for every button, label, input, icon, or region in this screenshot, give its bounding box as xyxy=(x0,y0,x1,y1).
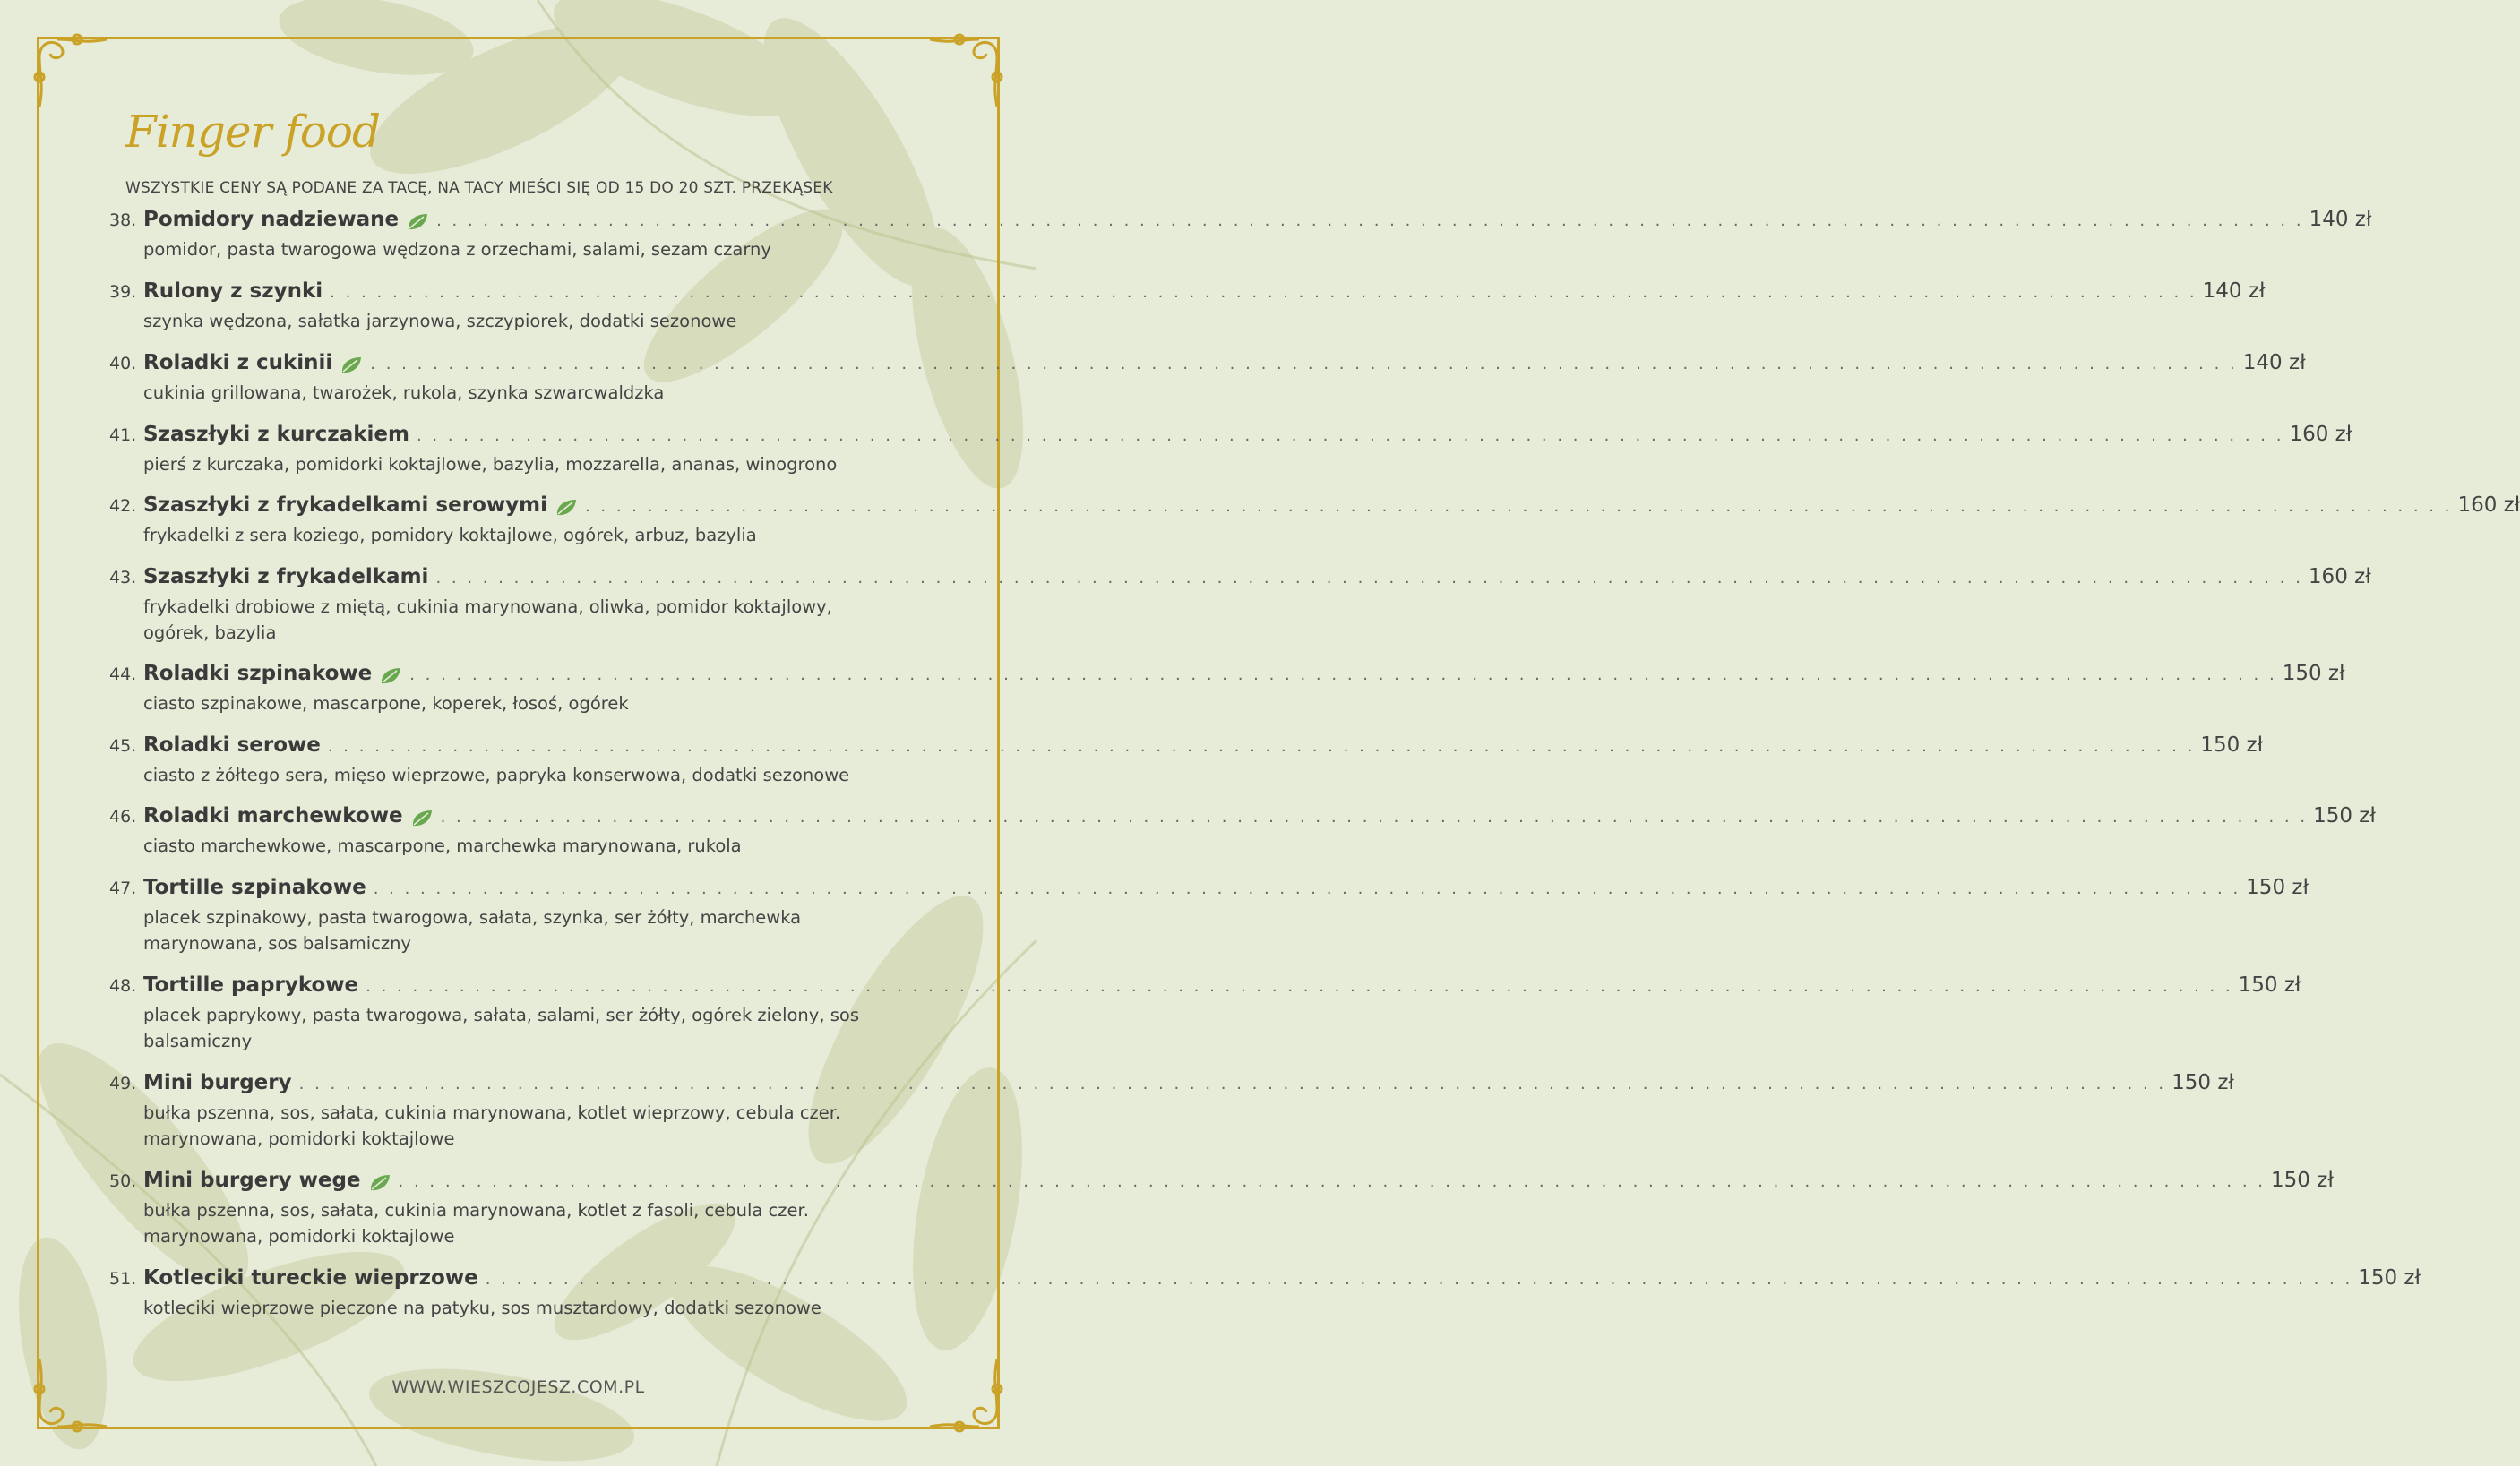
item-number: 49. xyxy=(109,1074,137,1093)
dot-leader: . . . . . . . . . . . . . . . . . . . . . . . . . . . . . . . . . . . . . . . . . . . . . . . . . . . . . . . . . . . . . . . . . . . . . . . . . . . . . . . . . . . . . . . . . . . . . . . . . . . . . . . . . . . . . . . . . . . . . . . . xyxy=(416,426,2284,445)
item-price: 140 zł xyxy=(2202,279,2266,303)
item-price: 160 zł xyxy=(2289,423,2352,446)
item-price: 160 zł xyxy=(2457,493,2520,517)
menu-item-header xyxy=(109,208,2372,236)
menu-item xyxy=(109,1266,2421,1321)
leaf-icon xyxy=(379,666,402,686)
item-price: 140 zł xyxy=(2309,208,2372,231)
page-title: Finger food xyxy=(125,106,380,158)
item-name: Mini burgery wege xyxy=(143,1169,361,1192)
item-name: Tortille paprykowe xyxy=(143,973,359,997)
dot-leader: . . . . . . . . . . . . . . . . . . . . . . . . . . . . . . . . . . . . . . . . . . . . . . . . . . . . . . . . . . . . . . . . . . . . . . . . . . . . . . . . . . . . . . . . . . . . . . . . . . . . . . . . . . . . . . . . . . . . . . . . xyxy=(485,1270,2353,1289)
item-description: ciasto szpinakowe, mascarpone, koperek, łosoś, ogórek xyxy=(143,693,629,714)
item-name: Pomidory nadziewane xyxy=(143,208,400,231)
item-name: Roladki marchewkowe xyxy=(143,804,403,827)
menu-item xyxy=(109,804,2376,859)
menu-item-header xyxy=(109,804,2376,833)
dot-leader: . . . . . . . . . . . . . . . . . . . . . . . . . . . . . . . . . . . . . . . . . . . . . . . . . . . . . . . . . . . . . . . . . . . . . . . . . . . . . . . . . . . . . . . . . . . . . . . . . . . . . . . . . . . . . . . . . . . . . . . . xyxy=(298,1075,2167,1093)
menu-item-header xyxy=(109,279,2266,308)
item-description: pierś z kurczaka, pomidorki koktajlowe, bazylia, mozzarella, ananas, winogrono xyxy=(143,454,838,475)
item-description: ciasto z żółtego sera, mięso wieprzowe, papryka konserwowa, dodatki sezonowe xyxy=(143,765,850,785)
item-description: kotleciki wieprzowe pieczone na patyku, sos musztardowy, dodatki sezonowe xyxy=(143,1298,821,1318)
menu-item xyxy=(109,1169,2334,1249)
scroll-ornament-icon xyxy=(22,21,120,120)
dot-leader: . . . . . . . . . . . . . . . . . . . . . . . . . . . . . . . . . . . . . . . . . . . . . . . . . . . . . . . . . . . . . . . . . . . . . . . . . . . . . . . . . . . . . . . . . . . . . . . . . . . . . . . . . . . . . . . . . . . . . . . . xyxy=(327,737,2196,756)
item-description: ciasto marchewkowe, mascarpone, marchewka marynowana, rukola xyxy=(143,836,742,856)
item-price: 150 zł xyxy=(2238,973,2301,997)
menu-item xyxy=(109,493,2520,548)
item-number: 41. xyxy=(109,425,137,445)
item-description: placek szpinakowy, pasta twarogowa, sałata, szynka, ser żółty, marchewka marynowana, sos balsamiczny xyxy=(143,907,802,954)
menu-item xyxy=(109,351,2306,406)
dot-leader: . . . . . . . . . . . . . . . . . . . . . . . . . . . . . . . . . . . . . . . . . . . . . . . . . . . . . . . . . . . . . . . . . . . . . . . . . . . . . . . . . . . . . . . . . . . . . . . . . . . . . . . . . . . . . . . . . . . . . . . . xyxy=(409,665,2277,684)
item-number: 50. xyxy=(109,1171,137,1191)
dot-leader: . . . . . . . . . . . . . . . . . . . . . . . . . . . . . . . . . . . . . . . . . . . . . . . . . . . . . . . . . . . . . . . . . . . . . . . . . . . . . . . . . . . . . . . . . . . . . . . . . . . . . . . . . . . . . . . . . . . . . . . . xyxy=(330,283,2197,302)
item-description: frykadelki z sera koziego, pomidory koktajlowe, ogórek, arbuz, bazylia xyxy=(143,525,757,545)
item-price: 150 zł xyxy=(2313,804,2376,827)
item-name: Roladki z cukinii xyxy=(143,351,333,374)
menu-item-header xyxy=(109,1266,2421,1295)
price-note: WSZYSTKIE CENY SĄ PODANE ZA TACĘ, NA TACY MIEŚCI SIĘ OD 15 DO 20 SZT. PRZEKĄSEK xyxy=(125,179,833,197)
item-description: pomidor, pasta twarogowa wędzona z orzechami, salami, sezam czarny xyxy=(143,239,771,260)
dot-leader: . . . . . . . . . . . . . . . . . . . . . . . . . . . . . . . . . . . . . . . . . . . . . . . . . . . . . . . . . . . . . . . . . . . . . . . . . . . . . . . . . . . . . . . . . . . . . . . . . . . . . . . . . . . . . . . . . . . . . . . . xyxy=(584,497,2453,516)
menu-item-header xyxy=(109,493,2520,522)
menu-item-header xyxy=(109,973,2301,1002)
menu-item xyxy=(109,565,2371,646)
leaf-icon xyxy=(368,1173,391,1193)
item-price: 150 zł xyxy=(2358,1266,2421,1290)
item-number: 45. xyxy=(109,736,137,756)
item-price: 150 zł xyxy=(2172,1071,2234,1094)
dot-leader: . . . . . . . . . . . . . . . . . . . . . . . . . . . . . . . . . . . . . . . . . . . . . . . . . . . . . . . . . . . . . . . . . . . . . . . . . . . . . . . . . . . . . . . . . . . . . . . . . . . . . . . . . . . . . . . . . . . . . . . . xyxy=(373,879,2241,898)
item-price: 140 zł xyxy=(2242,351,2306,374)
menu-item xyxy=(109,973,2301,1054)
item-number: 51. xyxy=(109,1269,137,1289)
item-number: 44. xyxy=(109,664,137,684)
menu-item-header xyxy=(109,662,2345,690)
menu-item-header xyxy=(109,733,2264,762)
menu-item-header xyxy=(109,351,2306,380)
menu-item xyxy=(109,733,2264,788)
leaf-icon xyxy=(406,212,429,232)
item-name: Mini burgery xyxy=(143,1071,292,1094)
item-description: bułka pszenna, sos, sałata, cukinia marynowana, kotlet z fasoli, cebula czer. marynowana, pomidorki koktajlowe xyxy=(143,1200,809,1247)
menu-item-header xyxy=(109,565,2371,594)
dot-leader: . . . . . . . . . . . . . . . . . . . . . . . . . . . . . . . . . . . . . . . . . . . . . . . . . . . . . . . . . . . . . . . . . . . . . . . . . . . . . . . . . . . . . . . . . . . . . . . . . . . . . . . . . . . . . . . . . . . . . . . . xyxy=(398,1172,2266,1191)
menu-item xyxy=(109,1071,2234,1152)
dot-leader: . . . . . . . . . . . . . . . . . . . . . . . . . . . . . . . . . . . . . . . . . . . . . . . . . . . . . . . . . . . . . . . . . . . . . . . . . . . . . . . . . . . . . . . . . . . . . . . . . . . . . . . . . . . . . . . . . . . . . . . . xyxy=(436,211,2304,230)
item-price: 150 zł xyxy=(2200,733,2264,757)
leaf-icon xyxy=(340,356,363,375)
item-description: bułka pszenna, sos, sałata, cukinia marynowana, kotlet wieprzowy, cebula czer. marynowana, pomidorki koktajlowe xyxy=(143,1102,841,1149)
item-number: 39. xyxy=(109,282,137,302)
item-number: 40. xyxy=(109,354,137,373)
item-name: Kotleciki tureckie wieprzowe xyxy=(143,1266,478,1290)
scroll-ornament-icon xyxy=(916,21,1015,120)
website-link[interactable]: WWW.WIESZCOJESZ.COM.PL xyxy=(391,1377,645,1397)
item-name: Szaszłyki z frykadelkami serowymi xyxy=(143,493,547,517)
item-description: cukinia grillowana, twarożek, rukola, szynka szwarcwaldzka xyxy=(143,382,665,403)
menu-item-header xyxy=(109,876,2309,904)
item-description: szynka wędzona, sałatka jarzynowa, szczypiorek, dodatki sezonowe xyxy=(143,311,737,331)
item-price: 160 zł xyxy=(2308,565,2371,588)
dot-leader: . . . . . . . . . . . . . . . . . . . . . . . . . . . . . . . . . . . . . . . . . . . . . . . . . . . . . . . . . . . . . . . . . . . . . . . . . . . . . . . . . . . . . . . . . . . . . . . . . . . . . . . . . . . . . . . . . . . . . . . . xyxy=(366,977,2233,996)
item-description: frykadelki drobiowe z miętą, cukinia marynowana, oliwka, pomidor koktajlowy, ogórek, bazylia xyxy=(143,596,832,643)
menu-item xyxy=(109,423,2352,477)
item-name: Roladki serowe xyxy=(143,733,321,757)
item-price: 150 zł xyxy=(2246,876,2309,899)
menu-item xyxy=(109,662,2345,716)
menu-item xyxy=(109,876,2309,956)
item-number: 46. xyxy=(109,807,137,827)
menu-item-header xyxy=(109,423,2352,451)
dot-leader: . . . . . . . . . . . . . . . . . . . . . . . . . . . . . . . . . . . . . . . . . . . . . . . . . . . . . . . . . . . . . . . . . . . . . . . . . . . . . . . . . . . . . . . . . . . . . . . . . . . . . . . . . . . . . . . . . . . . . . . . xyxy=(435,569,2303,587)
item-description: placek paprykowy, pasta twarogowa, sałata, salami, ser żółty, ogórek zielony, sos balsamiczny xyxy=(143,1005,859,1051)
item-name: Szaszłyki z frykadelkami xyxy=(143,565,429,588)
item-number: 42. xyxy=(109,496,137,516)
menu-item-header xyxy=(109,1071,2234,1100)
item-price: 150 zł xyxy=(2282,662,2345,685)
dot-leader: . . . . . . . . . . . . . . . . . . . . . . . . . . . . . . . . . . . . . . . . . . . . . . . . . . . . . . . . . . . . . . . . . . . . . . . . . . . . . . . . . . . . . . . . . . . . . . . . . . . . . . . . . . . . . . . . . . . . . . . . xyxy=(370,355,2238,373)
leaf-icon xyxy=(555,498,578,518)
item-name: Rulony z szynki xyxy=(143,279,323,303)
leaf-icon xyxy=(410,809,434,828)
item-number: 43. xyxy=(109,568,137,587)
item-name: Szaszłyki z kurczakiem xyxy=(143,423,409,446)
item-number: 38. xyxy=(109,210,137,230)
menu-item xyxy=(109,279,2266,334)
item-number: 47. xyxy=(109,879,137,898)
dot-leader: . . . . . . . . . . . . . . . . . . . . . . . . . . . . . . . . . . . . . . . . . . . . . . . . . . . . . . . . . . . . . . . . . . . . . . . . . . . . . . . . . . . . . . . . . . . . . . . . . . . . . . . . . . . . . . . . . . . . . . . . xyxy=(440,808,2309,827)
item-name: Tortille szpinakowe xyxy=(143,876,366,899)
menu-item-header xyxy=(109,1169,2334,1197)
menu-item xyxy=(109,208,2372,262)
item-number: 48. xyxy=(109,976,137,996)
item-name: Roladki szpinakowe xyxy=(143,662,373,685)
item-price: 150 zł xyxy=(2271,1169,2334,1192)
